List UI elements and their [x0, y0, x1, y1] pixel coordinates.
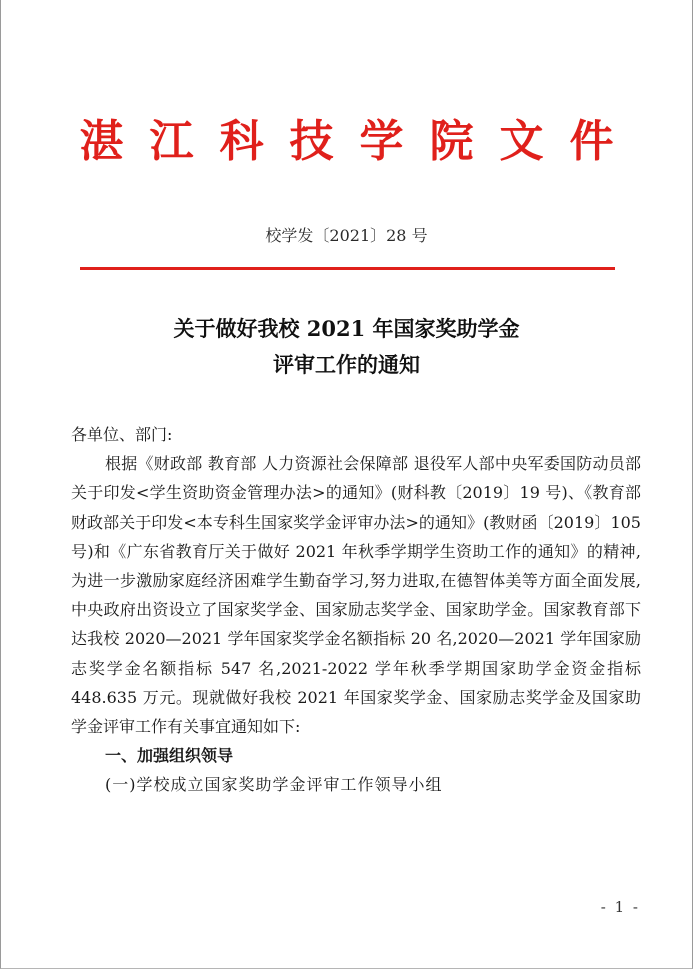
- issuer-header: 湛江科技学院文件: [79, 116, 640, 167]
- salutation: 各单位、部门:: [71, 425, 173, 444]
- title-line-1: 关于做好我校 2021 年国家奖助学金: [173, 316, 520, 341]
- subsection-heading: (一)学校成立国家奖助学金评审工作领导小组: [105, 775, 443, 795]
- document-title: [1, 311, 692, 383]
- section-heading: 一、加强组织领导: [105, 746, 234, 766]
- document-body: [71, 420, 641, 800]
- red-separator-line: [80, 267, 615, 270]
- document-number: 校学发〔2021〕28 号: [265, 226, 428, 245]
- title-line-2: 评审工作的通知: [273, 352, 420, 377]
- body-paragraph: 根据《财政部 教育部 人力资源社会保障部 退役军人部中央军委国防动员部关于印发<学生资助资金管理办法>的通知》(财科教〔2019〕19 号)、《教育部 财政部关于印发<本专科生国家奖学金评审办法>的通知》(教财函〔2019〕105 号)和《广东省教育厅关于做好 2021 年秋季学期学生资助工作的通知》的精神,为进一步激励家庭经济困难学生勤奋学习,努力进取,在德智体美等方面全面发展,中央政府出资设立了国家奖学金、国家励志奖学金、国家助学金。国家教育部下达我校 2020—2021 学年国家奖学金名额指标 20 名,2020—2021 学年国家励志奖学金名额指标 547 名,2021-2022 学年秋季学期国家助学金资金指标448.635 万元。现就做好我校 2021 年国家奖学金、国家励志奖学金及国家助学金评审工作有关事宜通知如下:: [71, 454, 641, 737]
- page-number: - 1 -: [600, 898, 640, 916]
